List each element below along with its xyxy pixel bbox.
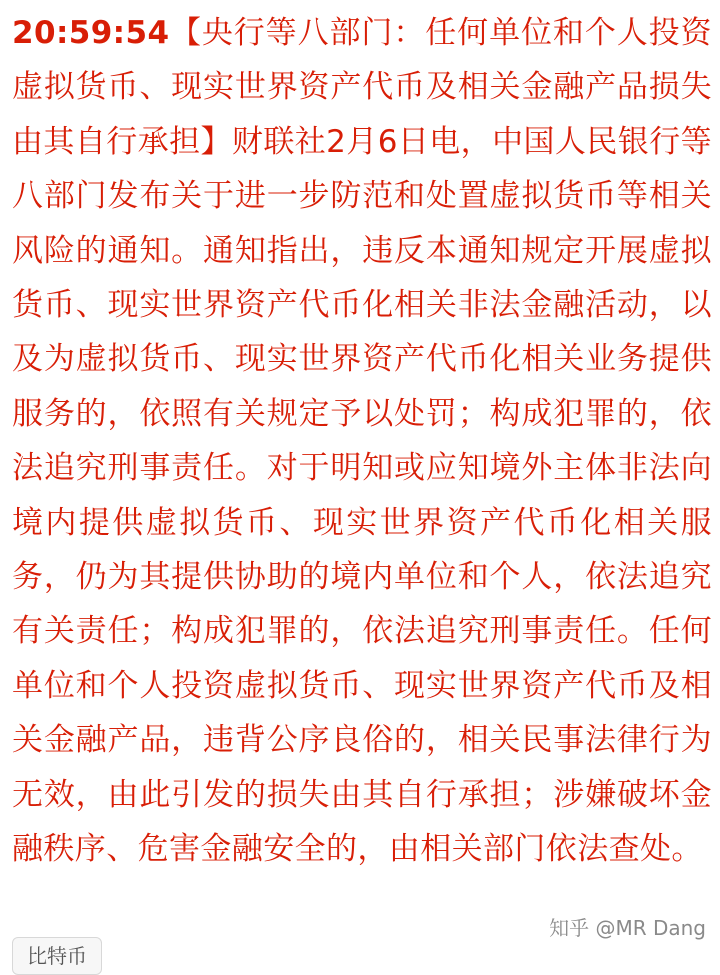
news-text: [12, 6, 712, 877]
news-body: 【央行等八部门：任何单位和个人投资虚拟货币、现实世界资产代币及相关金融产品损失由其自行承担】财联社2月6日电，中国人民银行等八部门发布关于进一步防范和处置虚拟货币等相关风险的通知。通知指出，违反本通知规定开展虚拟货币、现实世界资产代币化相关非法金融活动，以及为虚拟货币、现实世界资产代币化相关业务提供服务的，依照有关规定予以处罚；构成犯罪的，依法追究刑事责任。对于明知或应知境外主体非法向境内提供虚拟货币、现实世界资产代币化相关服务，仍为其提供协助的境内单位和个人，依法追究有关责任；构成犯罪的，依法追究刑事责任。任何单位和个人投资虚拟货币、现实世界资产代币及相关金融产品，违背公序良俗的，相关民事法律行为无效，由此引发的损失由其自行承担；涉嫌破坏金融秩序、危害金融安全的，由相关部门依法查处。: [12, 15, 712, 868]
news-timestamp: 20:59:54: [12, 15, 170, 51]
watermark: 知乎 @MR Dang: [549, 916, 706, 940]
topic-tag[interactable]: 比特币: [12, 937, 102, 975]
